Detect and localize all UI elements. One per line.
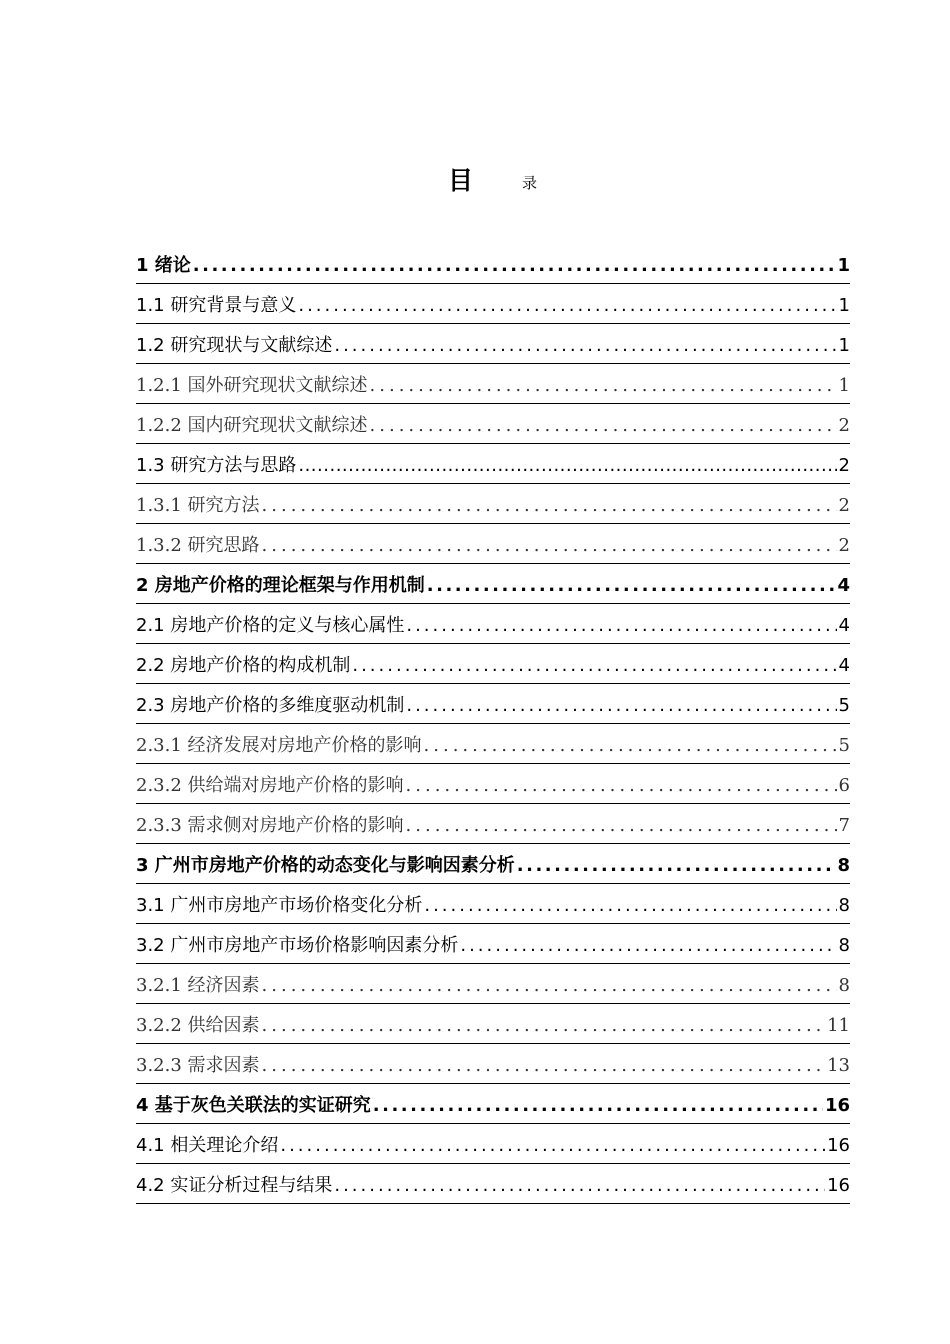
toc-entry[interactable] bbox=[136, 1004, 850, 1044]
toc-entry[interactable] bbox=[136, 924, 850, 964]
toc-entry[interactable] bbox=[136, 444, 850, 484]
toc-entry[interactable] bbox=[136, 644, 850, 684]
toc-entry-page: 5 bbox=[838, 695, 850, 716]
toc-leader-dots bbox=[422, 886, 836, 924]
toc-entry[interactable] bbox=[136, 684, 850, 724]
toc-entry[interactable] bbox=[136, 284, 850, 324]
toc-entry-page: 8 bbox=[838, 935, 850, 956]
toc-leader-dots bbox=[260, 486, 837, 524]
toc-entry-page: 8 bbox=[837, 855, 850, 876]
toc-entry-label: 1.2 研究现状与文献综述 bbox=[136, 335, 333, 356]
toc-entry[interactable] bbox=[136, 1044, 850, 1084]
toc-entry[interactable] bbox=[136, 724, 850, 764]
toc-entry[interactable] bbox=[136, 324, 850, 364]
toc-entry-label: 1.1 研究背景与意义 bbox=[136, 295, 297, 316]
toc-entry[interactable] bbox=[136, 244, 850, 284]
toc-title-sub: 录 bbox=[522, 174, 538, 192]
toc-entry-page: 6 bbox=[838, 775, 850, 796]
toc-leader-dots bbox=[260, 1046, 826, 1084]
toc-entry[interactable] bbox=[136, 1124, 850, 1164]
toc-leader-dots bbox=[332, 1166, 825, 1204]
toc-leader-dots bbox=[368, 406, 837, 444]
toc-entry-page: 2 bbox=[838, 415, 850, 436]
toc-leader-dots bbox=[191, 246, 836, 284]
toc-entry-label: 1.3 研究方法与思路 bbox=[136, 455, 297, 476]
toc-entry-page: 8 bbox=[838, 895, 850, 916]
toc-entry-label: 2.3.1 经济发展对房地产价格的影响 bbox=[136, 735, 422, 756]
toc-entry-page: 16 bbox=[827, 1135, 850, 1156]
toc-entry-label: 4.2 实证分析过程与结果 bbox=[136, 1175, 333, 1196]
toc-leader-dots bbox=[296, 446, 836, 484]
toc-entry-page: 1 bbox=[838, 295, 850, 316]
toc-entry-page: 11 bbox=[827, 1015, 850, 1036]
toc-entry[interactable] bbox=[136, 364, 850, 404]
toc-entry-label: 4.1 相关理论介绍 bbox=[136, 1135, 279, 1156]
toc-entry-page: 8 bbox=[838, 975, 850, 996]
toc-entry[interactable] bbox=[136, 1084, 850, 1124]
toc-leader-dots bbox=[260, 966, 837, 1004]
toc-leader-dots bbox=[332, 326, 836, 364]
toc-leader-dots bbox=[515, 846, 836, 884]
table-of-contents bbox=[136, 244, 850, 1204]
toc-entry-label: 1.2.2 国内研究现状文献综述 bbox=[136, 415, 368, 436]
toc-leader-dots bbox=[368, 366, 837, 404]
toc-entry-label: 2.3 房地产价格的多维度驱动机制 bbox=[136, 695, 405, 716]
toc-entry-page: 4 bbox=[838, 615, 850, 636]
toc-entry[interactable] bbox=[136, 844, 850, 884]
toc-entry-label: 2 房地产价格的理论框架与作用机制 bbox=[136, 575, 425, 596]
toc-entry[interactable] bbox=[136, 524, 850, 564]
toc-entry-label: 3.2 广州市房地产市场价格影响因素分析 bbox=[136, 935, 459, 956]
toc-entry[interactable] bbox=[136, 484, 850, 524]
toc-entry-label: 1.3.2 研究思路 bbox=[136, 535, 260, 556]
toc-leader-dots bbox=[404, 766, 837, 804]
toc-leader-dots bbox=[371, 1086, 823, 1124]
toc-entry-label: 2.2 房地产价格的构成机制 bbox=[136, 655, 351, 676]
toc-entry-label: 3.1 广州市房地产市场价格变化分析 bbox=[136, 895, 423, 916]
toc-entry-label: 2.3.3 需求侧对房地产价格的影响 bbox=[136, 815, 404, 836]
toc-entry-page: 1 bbox=[838, 375, 850, 396]
toc-entry-label: 3 广州市房地产价格的动态变化与影响因素分析 bbox=[136, 855, 515, 876]
toc-entry[interactable] bbox=[136, 764, 850, 804]
toc-entry-label: 3.2.2 供给因素 bbox=[136, 1015, 260, 1036]
toc-leader-dots bbox=[404, 686, 836, 724]
toc-entry-page: 4 bbox=[837, 575, 850, 596]
toc-entry-label: 3.2.1 经济因素 bbox=[136, 975, 260, 996]
toc-entry[interactable] bbox=[136, 804, 850, 844]
toc-entry[interactable] bbox=[136, 964, 850, 1004]
toc-entry-page: 13 bbox=[827, 1055, 850, 1076]
toc-leader-dots bbox=[404, 606, 836, 644]
toc-entry-page: 16 bbox=[824, 1095, 850, 1116]
toc-entry-page: 4 bbox=[838, 655, 850, 676]
toc-entry-label: 4 基于灰色关联法的实证研究 bbox=[136, 1095, 371, 1116]
toc-leader-dots bbox=[425, 566, 836, 604]
toc-entry[interactable] bbox=[136, 604, 850, 644]
toc-entry-label: 1 绪论 bbox=[136, 255, 191, 276]
toc-leader-dots bbox=[278, 1126, 825, 1164]
toc-entry-page: 7 bbox=[838, 815, 850, 836]
toc-entry-label: 1.3.1 研究方法 bbox=[136, 495, 260, 516]
toc-entry[interactable] bbox=[136, 564, 850, 604]
toc-entry-label: 2.3.2 供给端对房地产价格的影响 bbox=[136, 775, 404, 796]
toc-leader-dots bbox=[350, 646, 836, 684]
toc-leader-dots bbox=[260, 526, 837, 564]
toc-leader-dots bbox=[458, 926, 836, 964]
toc-entry-page: 1 bbox=[838, 335, 850, 356]
toc-entry-label: 2.1 房地产价格的定义与核心属性 bbox=[136, 615, 405, 636]
toc-entry-label: 3.2.3 需求因素 bbox=[136, 1055, 260, 1076]
toc-title-main: 目 bbox=[448, 166, 474, 195]
toc-entry[interactable] bbox=[136, 884, 850, 924]
toc-entry-page: 2 bbox=[838, 495, 850, 516]
toc-leader-dots bbox=[422, 726, 837, 764]
toc-entry[interactable] bbox=[136, 404, 850, 444]
toc-title bbox=[0, 164, 950, 198]
toc-entry-label: 1.2.1 国外研究现状文献综述 bbox=[136, 375, 368, 396]
toc-entry-page: 1 bbox=[837, 255, 850, 276]
toc-leader-dots bbox=[260, 1006, 826, 1044]
toc-entry-page: 5 bbox=[838, 735, 850, 756]
toc-entry-page: 2 bbox=[838, 455, 850, 476]
toc-leader-dots bbox=[404, 806, 837, 844]
toc-entry[interactable] bbox=[136, 1164, 850, 1204]
toc-entry-page: 16 bbox=[827, 1175, 850, 1196]
toc-entry-page: 2 bbox=[838, 535, 850, 556]
toc-leader-dots bbox=[296, 286, 836, 324]
